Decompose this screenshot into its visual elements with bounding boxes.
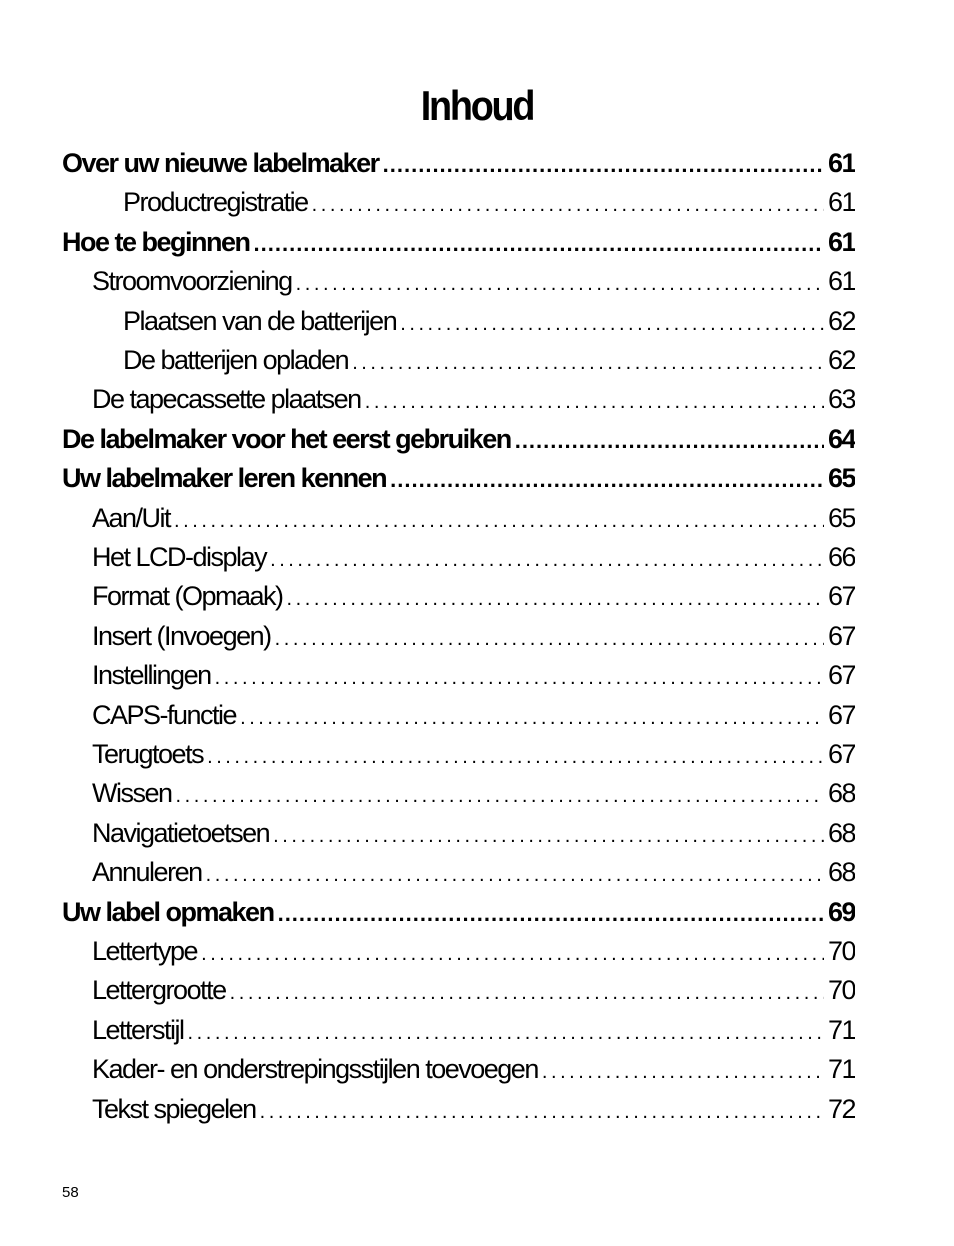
page-number: 58	[62, 1184, 79, 1201]
toc-entry[interactable]	[92, 1094, 855, 1130]
toc-entry-page: 61	[827, 266, 855, 297]
toc-entry-label: Plaatsen van de batterijen	[123, 305, 397, 336]
toc-entry-label: Aan/Uit	[92, 502, 171, 533]
toc-dot-leader	[383, 152, 824, 178]
toc-entry-page: 70	[827, 975, 855, 1006]
toc-entry-page: 71	[827, 1014, 855, 1045]
toc-entry-label: De tapecassette plaatsen	[92, 384, 361, 415]
toc-entry[interactable]	[123, 345, 855, 381]
toc-entry-page: 68	[827, 817, 855, 848]
toc-entry-page: 69	[827, 896, 855, 927]
toc-entry-label: De batterijen opladen	[123, 345, 349, 375]
toc-dot-leader	[400, 313, 824, 336]
toc-entry-page: 67	[827, 581, 855, 612]
toc-dot-leader	[174, 510, 824, 533]
toc-chapter[interactable]	[62, 148, 855, 184]
toc-dot-leader	[188, 1022, 824, 1045]
toc-entry[interactable]	[92, 384, 855, 420]
toc-entry-label: Kader- en onderstrepingsstijlen toevoegen	[92, 1054, 538, 1085]
toc-dot-leader	[215, 667, 824, 690]
toc-entry[interactable]	[92, 739, 855, 775]
toc-entry[interactable]	[92, 266, 855, 302]
toc-entry-page: 67	[827, 660, 855, 691]
toc-entry-label: Uw label opmaken	[62, 896, 274, 927]
toc-entry-page: 66	[827, 542, 855, 572]
toc-entry[interactable]	[92, 1054, 855, 1090]
toc-dot-leader	[287, 588, 824, 611]
toc-dot-leader	[254, 231, 824, 257]
toc-entry-label: Over uw nieuwe labelmaker	[62, 148, 379, 178]
toc-entry-page: 62	[827, 345, 855, 375]
toc-dot-leader	[352, 352, 824, 375]
toc-dot-leader	[206, 864, 824, 887]
toc-entry-label: Letterstijl	[92, 1014, 184, 1045]
toc-dot-leader	[296, 273, 824, 296]
toc-entry-page: 70	[827, 936, 855, 966]
toc-entry[interactable]	[92, 503, 855, 539]
toc-entry-page: 64	[827, 423, 855, 454]
toc-dot-leader	[275, 628, 824, 651]
toc-entry-page: 68	[827, 857, 855, 888]
toc-dot-leader	[207, 746, 824, 769]
toc-entry-page: 61	[827, 226, 855, 257]
toc-entry[interactable]	[92, 936, 855, 972]
toc-entry[interactable]	[92, 975, 855, 1011]
toc-chapter[interactable]	[62, 227, 855, 263]
toc-dot-leader	[240, 707, 824, 730]
toc-entry[interactable]	[92, 660, 855, 696]
toc-dot-leader	[260, 1101, 824, 1124]
toc-dot-leader	[312, 194, 824, 217]
toc-entry-label: CAPS-functie	[92, 699, 237, 730]
toc-entry-page: 62	[827, 305, 855, 336]
toc-entry-label: Het LCD-display	[92, 542, 267, 572]
toc-entry-page: 67	[827, 620, 855, 651]
toc-dot-leader	[176, 785, 824, 808]
toc-entry-page: 61	[827, 148, 855, 178]
toc-entry-label: De labelmaker voor het eerst gebruiken	[62, 423, 511, 454]
toc-entry[interactable]	[123, 306, 855, 342]
toc-entry-label: Hoe te beginnen	[62, 226, 250, 257]
toc-entry-label: Uw labelmaker leren kennen	[62, 463, 387, 494]
toc-entry-label: Terugtoets	[92, 739, 204, 769]
toc-chapter[interactable]	[62, 463, 855, 499]
toc-dot-leader	[270, 549, 824, 572]
toc-chapter[interactable]	[62, 424, 855, 460]
toc-dot-leader	[542, 1061, 824, 1084]
toc-entry-label: Lettergrootte	[92, 975, 226, 1006]
toc-entry-label: Productregistratie	[123, 187, 308, 218]
toc-entry-label: Wissen	[92, 778, 172, 809]
toc-entry-label: Stroomvoorziening	[92, 266, 292, 297]
toc-entry-page: 67	[827, 739, 855, 769]
toc-dot-leader	[230, 982, 824, 1005]
toc-entry-page: 68	[827, 778, 855, 809]
toc-entry[interactable]	[92, 621, 855, 657]
toc-entry-page: 65	[827, 502, 855, 533]
toc-entry-label: Annuleren	[92, 857, 202, 888]
toc-entry-label: Lettertype	[92, 936, 198, 966]
toc-entry-page: 65	[827, 463, 855, 494]
toc-entry[interactable]	[92, 542, 855, 578]
toc-entry-page: 71	[827, 1054, 855, 1085]
toc-dot-leader	[390, 467, 824, 493]
toc-entry-page: 61	[827, 187, 855, 218]
page-title: Inhoud	[420, 82, 534, 129]
toc-entry[interactable]	[123, 187, 855, 223]
toc-dot-leader	[278, 901, 824, 927]
toc-entry[interactable]	[92, 581, 855, 617]
toc-entry-label: Insert (Invoegen)	[92, 620, 271, 651]
toc-entry-page: 67	[827, 699, 855, 730]
toc-entry-label: Tekst spiegelen	[92, 1093, 256, 1124]
toc-entry-page: 63	[827, 384, 855, 415]
toc-entry-label: Instellingen	[92, 660, 211, 691]
toc-chapter[interactable]	[62, 897, 855, 933]
toc-entry[interactable]	[92, 857, 855, 893]
toc-entry[interactable]	[92, 700, 855, 736]
toc-entry-label: Format (Opmaak)	[92, 581, 283, 612]
toc-entry-page: 72	[827, 1093, 855, 1124]
toc-entry[interactable]	[92, 1015, 855, 1051]
toc-dot-leader	[201, 943, 824, 966]
toc-entry[interactable]	[92, 818, 855, 854]
toc-dot-leader	[273, 825, 824, 848]
toc-entry-label: Navigatietoetsen	[92, 817, 270, 848]
toc-dot-leader	[365, 391, 824, 414]
toc-dot-leader	[515, 428, 824, 454]
toc-entry[interactable]	[92, 778, 855, 814]
